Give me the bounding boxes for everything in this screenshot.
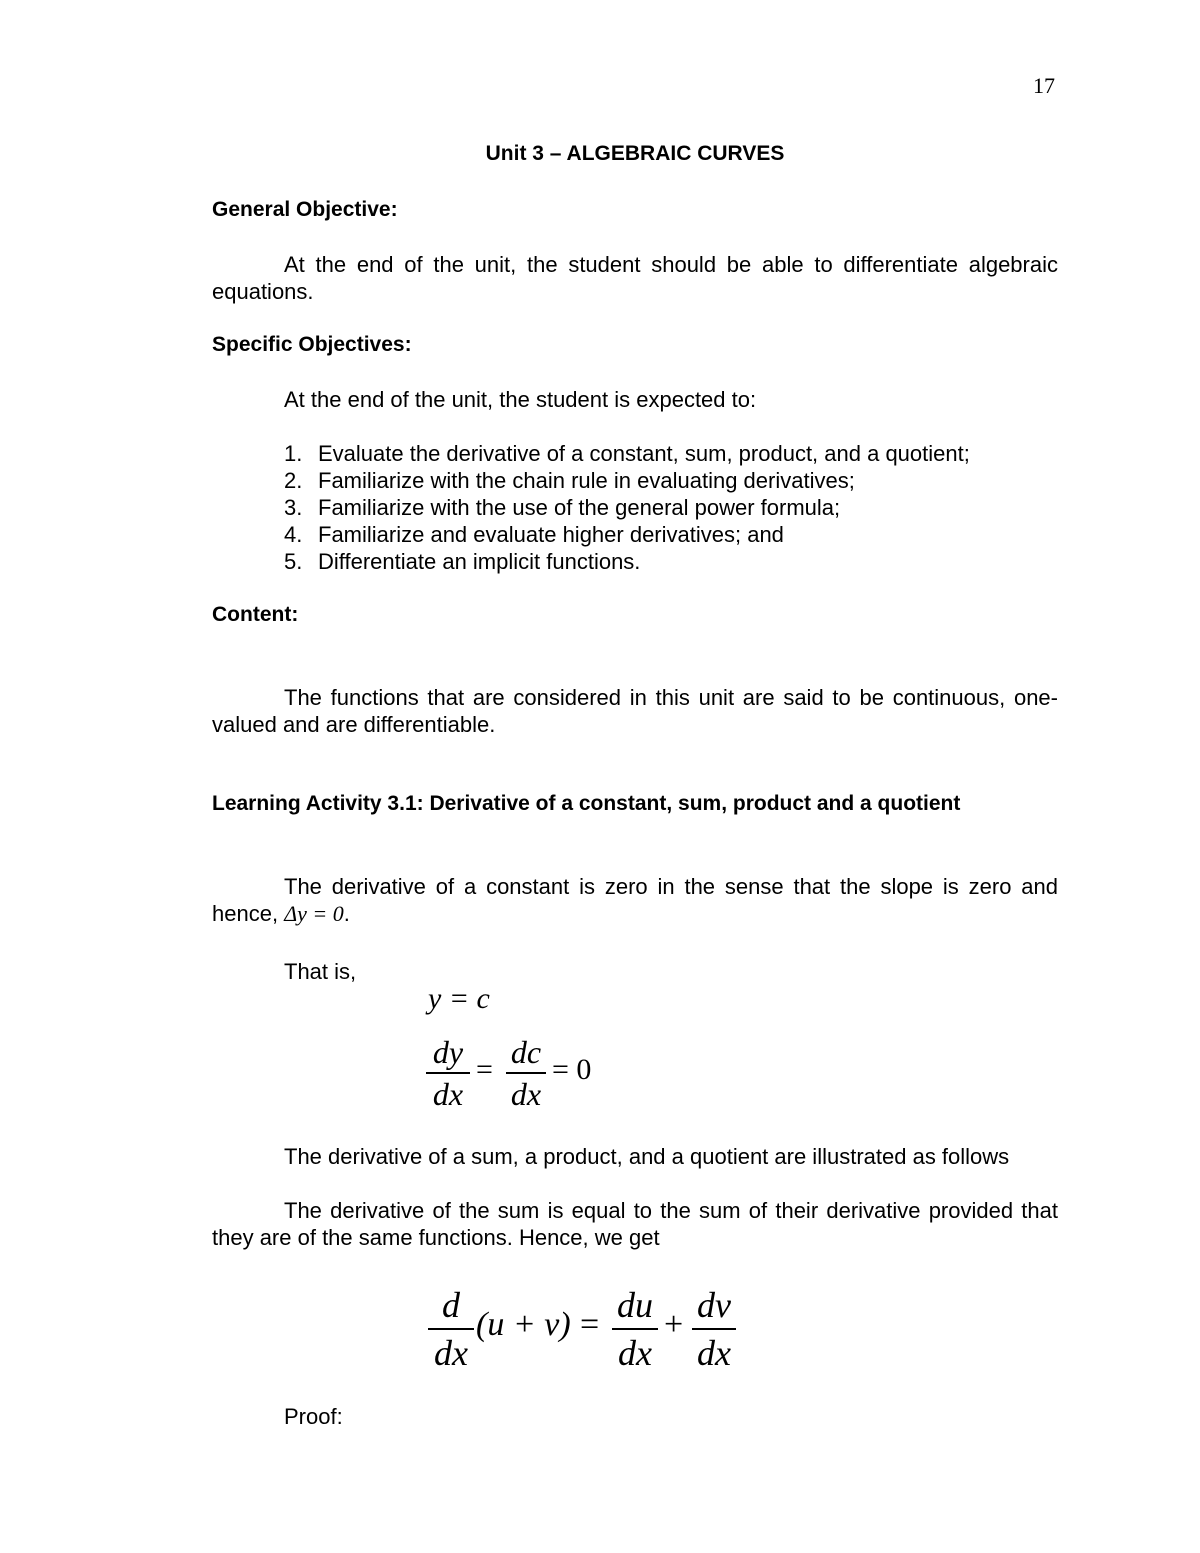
numerator: dv [697, 1285, 731, 1325]
delta-y-equation: Δy = 0 [284, 901, 344, 926]
list-item-number: 3. [284, 495, 303, 520]
fraction-dv-dx [692, 1282, 736, 1376]
numerator: du [617, 1285, 653, 1325]
fraction-d-dx [428, 1282, 474, 1376]
learning-activity-heading: Learning Activity 3.1: Derivative of a constant, sum, product and a quotient [212, 792, 961, 815]
numerator: dc [510, 1034, 542, 1070]
fraction-dy-dx [426, 1032, 470, 1114]
sum-rule-paragraph: The derivative of the sum is equal to the sum of their derivative provided that they are of the same functions. Hence, we get [212, 1198, 1058, 1250]
paragraph-end: . [343, 901, 350, 926]
denominator: dx [432, 1076, 464, 1112]
equals-sign: = [476, 1053, 493, 1086]
fraction-dc-dx [506, 1032, 546, 1114]
numerator: dy [432, 1034, 464, 1070]
general-objective-text: At the end of the unit, the student should be able to differentiate algebraic equations. [212, 252, 1058, 304]
list-item-text: Familiarize and evaluate higher derivatives; and [318, 522, 784, 547]
denominator: dx [434, 1333, 468, 1373]
unit-title: Unit 3 – ALGEBRAIC CURVES [485, 142, 785, 165]
general-objective-heading: General Objective: [212, 198, 398, 221]
equals-zero: = 0 [552, 1053, 592, 1086]
content-heading: Content: [212, 603, 299, 626]
list-item-text: Differentiate an implicit functions. [318, 549, 641, 574]
proof-label: Proof: [284, 1404, 343, 1429]
content-text: The functions that are considered in this unit are said to be continuous, one-valued and are differentiable. [212, 685, 1058, 737]
sum-product-quotient-intro: The derivative of a sum, a product, and a quotient are illustrated as follows [284, 1144, 1010, 1169]
numerator: d [442, 1285, 460, 1325]
equation-y-equals-c: y = c [428, 982, 490, 1015]
list-item-number: 2. [284, 468, 303, 493]
page-number: 17 [1033, 73, 1055, 98]
constant-derivative-paragraph [212, 873, 1058, 927]
list-item-text: Familiarize with the chain rule in evaluating derivatives; [318, 468, 855, 493]
paragraph-text: The derivative of a constant is zero in the sense that the slope is zero and hence, [212, 874, 1058, 926]
list-item-number: 4. [284, 522, 303, 547]
sum-expression: (u + v) [476, 1306, 571, 1343]
list-item-number: 1. [284, 441, 303, 466]
denominator: dx [618, 1333, 652, 1373]
denominator: dx [510, 1076, 542, 1112]
specific-objectives-heading: Specific Objectives: [212, 333, 412, 356]
list-item-text: Familiarize with the use of the general power formula; [318, 495, 841, 520]
list-item-text: Evaluate the derivative of a constant, sum, product, and a quotient; [318, 441, 970, 466]
list-item-number: 5. [284, 549, 303, 574]
equals-sign: = [580, 1306, 600, 1343]
plus-sign: + [664, 1306, 684, 1343]
specific-objectives-intro: At the end of the unit, the student is expected to: [284, 387, 757, 412]
fraction-du-dx [612, 1282, 658, 1376]
that-is-label: That is, [284, 959, 357, 984]
denominator: dx [697, 1333, 731, 1373]
